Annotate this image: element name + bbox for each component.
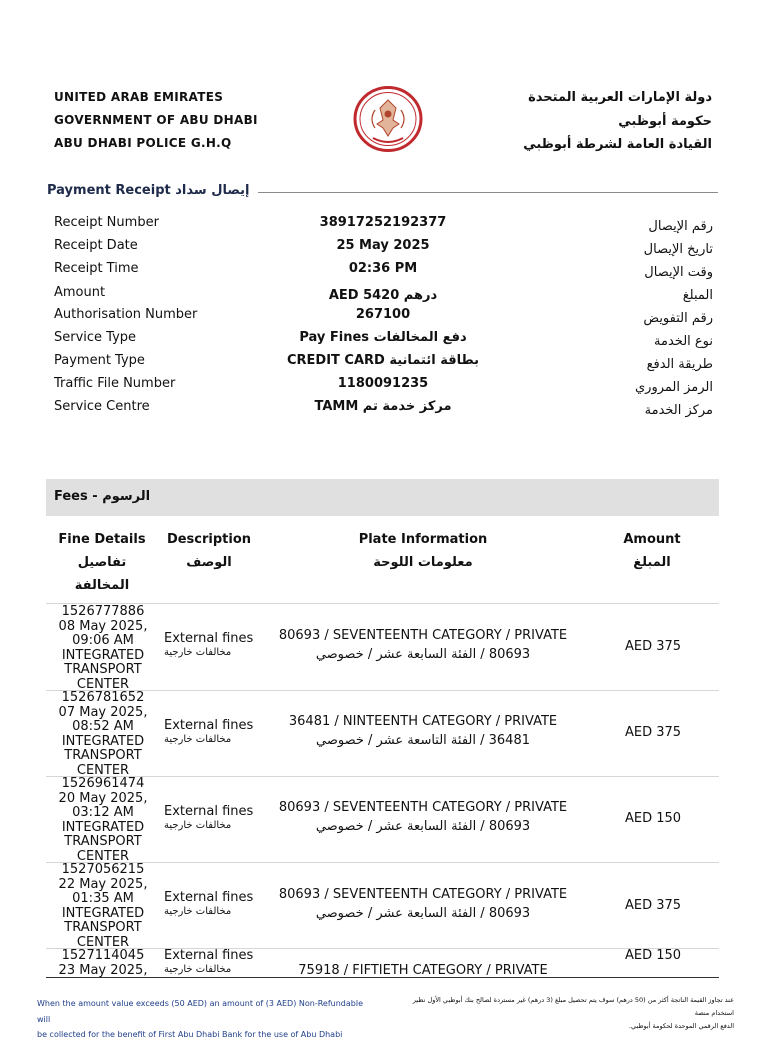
table-bottom-border bbox=[46, 977, 719, 978]
fine-details-cell bbox=[48, 863, 158, 951]
section-divider bbox=[258, 192, 718, 193]
description-cell bbox=[164, 631, 253, 658]
footer-en-line: When the amount value exceeds (50 AED) an amount of (3 AED) Non-Refundable will bbox=[37, 999, 363, 1024]
receipt-row-payment-type bbox=[0, 353, 768, 373]
plate-en: 75918 / FIFTIETH CATEGORY / PRIVATE bbox=[298, 963, 548, 978]
col-header-ar: تفاصيل bbox=[77, 555, 127, 570]
footer-note-arabic bbox=[404, 994, 734, 1033]
amount-cell: AED 375 bbox=[625, 639, 682, 654]
col-header-ar: معلومات اللوحة bbox=[373, 555, 473, 570]
receipt-row-amount bbox=[0, 285, 768, 305]
description-en: External fines bbox=[164, 948, 254, 963]
fine-location: CENTER bbox=[76, 762, 130, 778]
fine-date: 07 May 2025, bbox=[58, 704, 148, 720]
fine-location: CENTER bbox=[76, 934, 130, 950]
fine-date: 23 May 2025, bbox=[58, 962, 148, 978]
fine-date: 20 May 2025, bbox=[58, 790, 148, 806]
fine-details-cell bbox=[48, 691, 158, 779]
plate-en: 80693 / SEVENTEENTH CATEGORY / PRIVATE bbox=[278, 887, 568, 902]
fine-number: 1526781652 bbox=[61, 690, 145, 705]
footer-ar-line: عند تجاوز القيمة الناتجة أكثر من (50 درهم) سوف يتم تحصيل مبلغ (3 درهم) غير مستردة لصالح بنك أبوظبي الأول نظير استخدام منصة bbox=[412, 996, 734, 1017]
plate-en: 36481 / NINTEENTH CATEGORY / PRIVATE bbox=[288, 714, 558, 729]
amount-cell: AED 150 bbox=[625, 811, 682, 826]
fine-details-cell bbox=[48, 777, 158, 865]
fine-location: INTEGRATED bbox=[61, 905, 145, 921]
description-cell bbox=[164, 804, 253, 831]
value: TAMM مركز خدمة تم bbox=[314, 399, 452, 414]
header-en-line: UNITED ARAB EMIRATES bbox=[54, 90, 224, 104]
plate-info-cell bbox=[262, 712, 584, 750]
fine-location: TRANSPORT bbox=[64, 834, 142, 850]
plate-info-cell bbox=[262, 798, 584, 836]
value: CREDIT CARD بطاقة ائتمانية bbox=[286, 353, 480, 368]
plate-ar: 80693 / الفئة السابعة عشر / خصوصي bbox=[315, 647, 531, 662]
value: 1180091235 bbox=[337, 376, 429, 391]
description-ar: مخالفات خارجية bbox=[164, 734, 232, 745]
fine-date: 22 May 2025, bbox=[58, 876, 148, 892]
value: 38917252192377 bbox=[319, 215, 447, 230]
col-header-fine-details bbox=[48, 528, 156, 597]
description-en: External fines bbox=[164, 631, 254, 646]
fine-number: 1526777886 bbox=[61, 604, 145, 619]
fine-location: INTEGRATED bbox=[61, 733, 145, 749]
fine-details-cell bbox=[48, 605, 158, 693]
description-en: External fines bbox=[164, 804, 254, 819]
receipt-row-service-centre bbox=[0, 399, 768, 419]
label-en: Receipt Date bbox=[54, 238, 138, 253]
header-ar-line: القيادة العامة لشرطة أبوظبي bbox=[523, 137, 712, 152]
plate-ar: 80693 / الفئة السابعة عشر / خصوصي bbox=[315, 819, 531, 834]
label-en: Payment Type bbox=[54, 353, 145, 368]
header-english bbox=[54, 86, 258, 155]
receipt-row-authorisation-number bbox=[0, 307, 768, 327]
footer-ar-line: الدفع الرقمي الموحدة لحكومة أبوظبي. bbox=[628, 1022, 734, 1030]
footer-en-line: be collected for the benefit of First Abu Dhabi Bank for the use of Abu Dhabi bbox=[37, 1030, 343, 1039]
col-header-en: Fine Details bbox=[58, 532, 146, 547]
fine-location: TRANSPORT bbox=[64, 748, 142, 764]
fine-time: 03:12 AM bbox=[72, 805, 134, 821]
row-divider bbox=[46, 603, 719, 604]
col-header-en: Amount bbox=[623, 532, 681, 547]
col-header-en: Plate Information bbox=[358, 532, 488, 547]
amount-cell: AED 150 bbox=[625, 948, 682, 963]
description-cell bbox=[164, 890, 253, 917]
description-ar: مخالفات خارجية bbox=[164, 820, 232, 831]
plate-en: 80693 / SEVENTEENTH CATEGORY / PRIVATE bbox=[278, 800, 568, 815]
fine-location: TRANSPORT bbox=[64, 662, 142, 678]
payment-receipt-title: Payment Receipt إيصال سداد bbox=[47, 183, 250, 198]
fine-location: CENTER bbox=[76, 848, 130, 864]
value: 25 May 2025 bbox=[336, 238, 430, 253]
receipt-row-receipt-number bbox=[0, 215, 768, 235]
fees-title: Fees - الرسوم bbox=[54, 489, 151, 504]
col-header-ar: المبلغ bbox=[633, 555, 671, 570]
header-en-line: GOVERNMENT OF ABU DHABI bbox=[54, 113, 258, 127]
label-ar: طريقة الدفع bbox=[646, 357, 713, 372]
label-en: Service Type bbox=[54, 330, 137, 345]
amount-cell: AED 375 bbox=[625, 725, 682, 740]
description-ar: مخالفات خارجية bbox=[164, 647, 232, 658]
plate-ar: 36481 / الفئة التاسعة عشر / خصوصي bbox=[316, 733, 530, 748]
fine-number: 1527056215 bbox=[61, 862, 145, 877]
header-en-line: ABU DHABI POLICE G.H.Q bbox=[54, 136, 232, 150]
description-en: External fines bbox=[164, 718, 254, 733]
value: AED 5420 درهم bbox=[328, 288, 438, 303]
fine-time: 01:35 AM bbox=[72, 891, 134, 907]
col-header-ar: الوصف bbox=[186, 555, 232, 570]
receipt-row-traffic-file-number bbox=[0, 376, 768, 396]
label-ar: نوع الخدمة bbox=[654, 334, 713, 349]
plate-info-cell bbox=[262, 885, 584, 923]
fine-details-cell bbox=[48, 949, 158, 978]
col-header-amount bbox=[612, 528, 692, 574]
description-cell bbox=[164, 948, 253, 975]
col-header-plate-information bbox=[262, 528, 584, 574]
label-en: Service Centre bbox=[54, 399, 150, 414]
label-ar: المبلغ bbox=[682, 288, 713, 303]
description-ar: مخالفات خارجية bbox=[164, 964, 232, 975]
label-en: Receipt Number bbox=[54, 215, 159, 230]
value: 02:36 PM bbox=[348, 261, 418, 276]
receipt-row-receipt-time bbox=[0, 261, 768, 281]
amount-cell: AED 375 bbox=[625, 898, 682, 913]
label-en: Traffic File Number bbox=[54, 376, 176, 391]
fine-location: CENTER bbox=[76, 676, 130, 692]
fine-date: 08 May 2025, bbox=[58, 618, 148, 634]
fine-number: 1527114045 bbox=[61, 948, 145, 963]
value: 267100 bbox=[355, 307, 411, 322]
description-en: External fines bbox=[164, 890, 254, 905]
plate-en: 80693 / SEVENTEENTH CATEGORY / PRIVATE bbox=[278, 628, 568, 643]
fine-location: INTEGRATED bbox=[61, 819, 145, 835]
label-ar: مركز الخدمة bbox=[644, 403, 713, 418]
plate-info-cell bbox=[262, 626, 584, 664]
label-en: Amount bbox=[54, 285, 106, 300]
plate-ar: 80693 / الفئة السابعة عشر / خصوصي bbox=[315, 906, 531, 921]
description-cell bbox=[164, 718, 253, 745]
fine-number: 1526961474 bbox=[61, 776, 145, 791]
label-en: Receipt Time bbox=[54, 261, 139, 276]
value: Pay Fines دفع المخالفات bbox=[299, 330, 467, 345]
header-ar-line: دولة الإمارات العربية المتحدة bbox=[528, 90, 712, 105]
fine-location: TRANSPORT bbox=[64, 920, 142, 936]
receipt-row-receipt-date bbox=[0, 238, 768, 258]
label-ar: وقت الإيصال bbox=[644, 265, 713, 280]
label-ar: رقم الإيصال bbox=[648, 219, 713, 234]
fees-header-bar bbox=[46, 479, 719, 516]
col-header-ar: المخالفة bbox=[74, 578, 130, 593]
col-header-en: Description bbox=[166, 532, 252, 547]
header-arabic bbox=[523, 86, 712, 157]
receipt-row-service-type bbox=[0, 330, 768, 350]
label-ar: رقم التفويض bbox=[643, 311, 713, 326]
fine-time: 09:06 AM bbox=[72, 633, 134, 649]
abu-dhabi-police-seal-icon bbox=[353, 86, 423, 152]
header-ar-line: حكومة أبوظبي bbox=[618, 113, 712, 129]
fine-location: INTEGRATED bbox=[61, 647, 145, 663]
label-ar: تاريخ الإيصال bbox=[643, 242, 713, 257]
label-ar: الرمز المروري bbox=[634, 380, 713, 395]
fine-time: 08:52 AM bbox=[72, 719, 134, 735]
label-en: Authorisation Number bbox=[54, 307, 198, 322]
footer-note-english bbox=[37, 996, 377, 1043]
col-header-description bbox=[158, 528, 260, 574]
description-ar: مخالفات خارجية bbox=[164, 906, 232, 917]
